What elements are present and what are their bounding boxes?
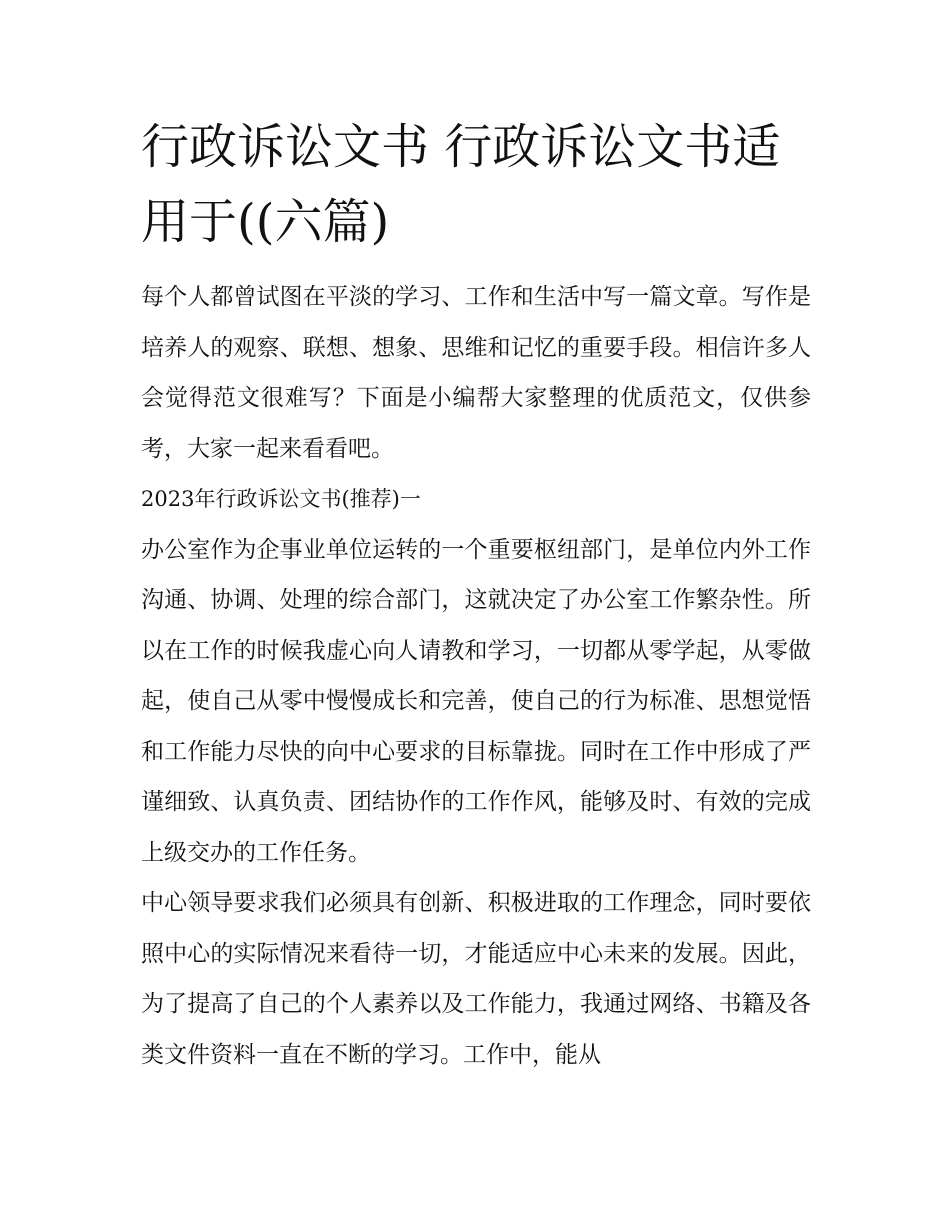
document-title: 行政诉讼文书 行政诉讼文书适用于((六篇) [141,119,781,250]
section-heading: 2023年行政诉讼文书(推荐)一 [141,487,421,511]
intro-paragraph: 每个人都曾试图在平淡的学习、工作和生活中写一篇文章。写作是培养人的观察、联想、想象、思维和记忆的重要手段。相信许多人会觉得范文很难写？下面是小编帮大家整理的优质范文，仅供参考，大家一起来看看吧。 [141,284,811,462]
body-paragraph-1: 办公室作为企事业单位运转的一个重要枢纽部门，是单位内外工作沟通、协调、处理的综合部门，这就决定了办公室工作繁杂性。所以在工作的时候我虚心向人请教和学习，一切都从零学起，从零做起，使自己从零中慢慢成长和完善，使自己的行为标准、思想觉悟和工作能力尽快的向中心要求的目标靠拢。同时在工作中形成了严谨细致、认真负责、团结协作的工作作风，能够及时、有效的完成上级交办的工作任务。 [141,536,811,866]
body-paragraph-2: 中心领导要求我们必须具有创新、积极进取的工作理念，同时要依照中心的实际情况来看待一切，才能适应中心未来的发展。因此，为了提高了自己的个人素养以及工作能力，我通过网络、书籍及各类文件资料一直在不断的学习。工作中，能从 [141,890,811,1068]
document-body [141,110,811,1080]
